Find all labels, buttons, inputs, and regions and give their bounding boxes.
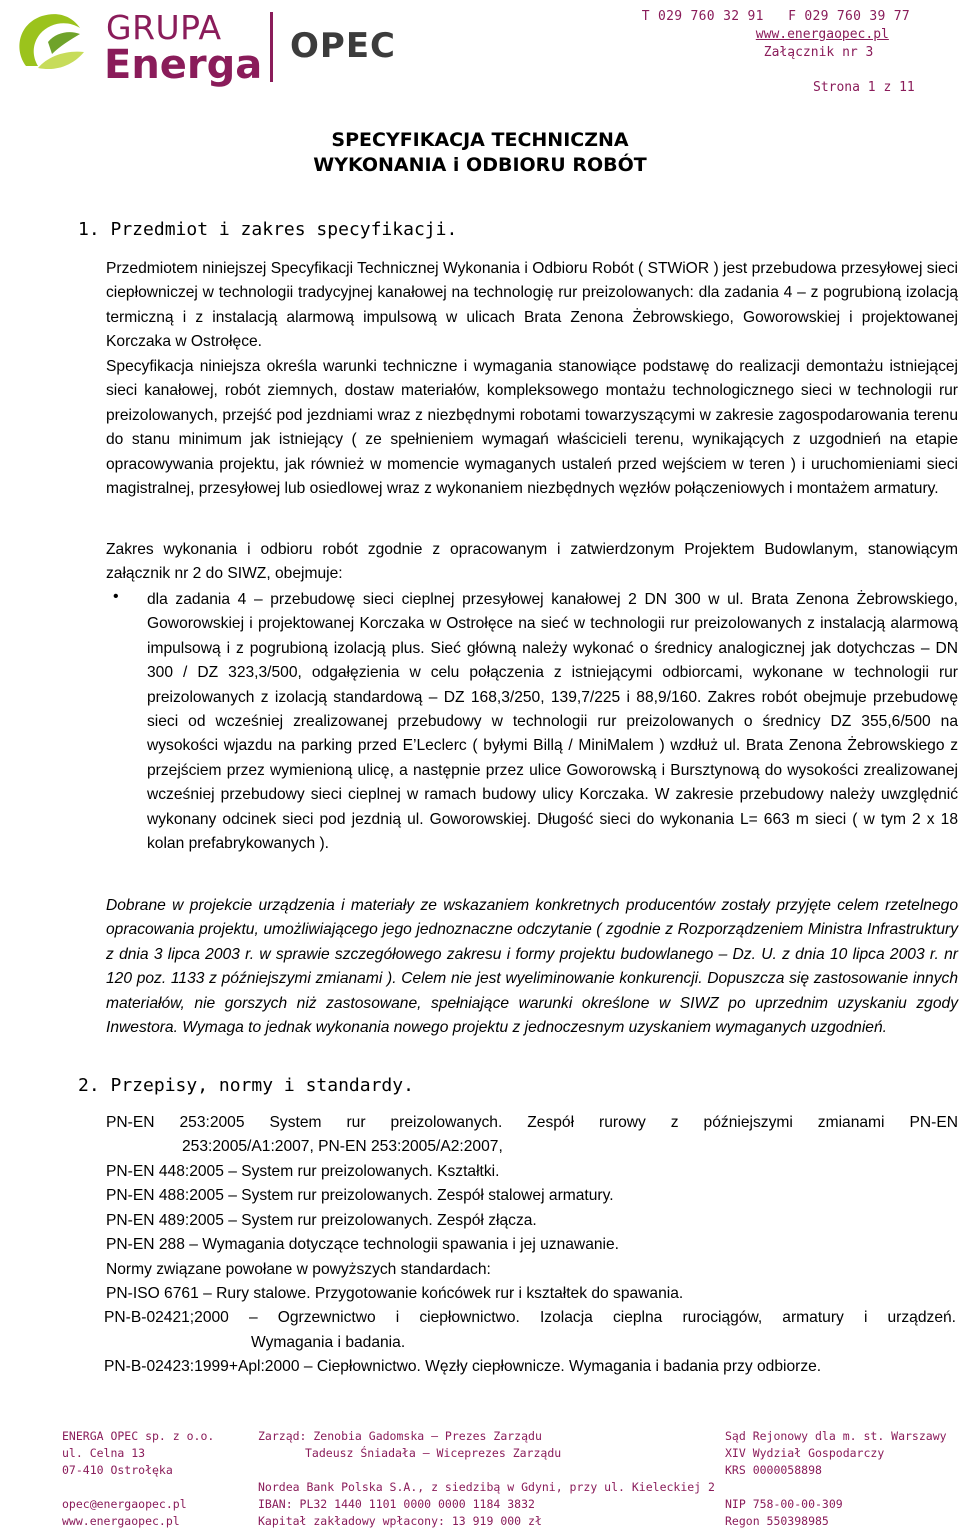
footer-registry-column — [725, 1428, 947, 1530]
norm-item-9: PN-B-02423:1999+Apl:2000 – Ciepłownictwo. Węzły ciepłownicze. Wymagania i badania przy odbiorze. — [104, 1358, 822, 1375]
footer-court: Sąd Rejonowy dla m. st. Warszawy — [725, 1429, 947, 1443]
norm-item-1-cont: 253:2005/A1:2007, PN-EN 253:2005/A2:2007, — [182, 1138, 503, 1155]
section-1-paragraph-2: Specyfikacja niniejsza określa warunki techniczne i wymagania stanowiące podstawę do realizacji demontażu istniejącej sieci kanałowej, robót ziemnych, dostaw materiałów, kompleksowego montażu technologicznego sieci w technologii rur preizolowanych, przejść pod jezdniami wraz z niezbędnymi robotami towarzyszącymi w zakresie zagospodarowania terenu do stanu minimum jak istniejący ( ze spełnieniem wymagań właścicieli terenu, wynikających z uzgodnień na etapie opracowywania projektu, jak również w momencie wymaganych ustaleń przed wejściem w teren ) i uruchomieniami sieci magistralnej, przesyłowej lub osiedlowej wraz z wykonaniem niezbędnych węzłów połączeniowych i montażem armatury. — [106, 358, 958, 498]
section-1-paragraph-4: Dobrane w projekcie urządzenia i materiały ze wskazaniem konkretnych producentów zostały przyjęte celem rzetelnego opracowania projektu, umożliwiającego jego jednoznaczne odczytanie ( zgodnie z Rozporządzeniem Ministra Infrastruktury z dnia 3 lipca 2003 r. w sprawie szczegółowego zakresu i formy projektu budowlanego – Dz. U. z dnia 10 lipca 2003 r. nr 120 poz. 1133 z późniejszymi zmianami ). Celem nie jest wyeliminowanie konkurencji. Dopuszcza się zastosowanie innych materiałów, nie gorszych niż zastosowane, spełniające warunki określone w SIWZ po uprzednim uzyskaniu zgody Inwestora. Wymaga to jednak wykonania nowego projektu z jednoczesnym uzyskaniem wymaganych uzgodnień. — [106, 897, 958, 1037]
norm-item-8: PN-B-02421;2000 – Ogrzewnictwo i ciepłownictwo. Izolacja cieplna rurociągów, armatury i urządzeń. — [104, 1309, 956, 1326]
norm-item-2: PN-EN 448:2005 – System rur preizolowanych. Kształtki. — [106, 1163, 500, 1180]
footer-regon: Regon 550398985 — [725, 1514, 829, 1528]
footer-krs: KRS 0000058898 — [725, 1463, 822, 1477]
energa-logo — [8, 6, 408, 88]
norm-item-5: PN-EN 288 – Wymagania dotyczące technologii spawania i jej uznawanie. — [106, 1236, 620, 1253]
header-contact — [642, 8, 910, 62]
section-1-heading: 1. Przedmiot i zakres specyfikacji. — [78, 219, 458, 240]
section-1-paragraph-1: Przedmiotem niniejszej Specyfikacji Technicznej Wykonania i Odbioru Robót ( STWiOR ) jest przebudowa przesyłowej sieci ciepłowniczej w technologii tradycyjnej kanałowej na technologię rur preizolowanych: dla zadania 4 – z pogrubioną izolacją termiczną i z instalacją alarmową impulsową w ulicach Brata Zenona Żebrowskiego, Goworowskiej i projektowanej Korczaka w Ostrołęce. — [106, 260, 958, 351]
page-number: Strona 1 z 11 — [813, 80, 915, 95]
logo-opec-text: OPEC — [290, 26, 396, 66]
footer-board-president: Zarząd: Zenobia Gadomska – Prezes Zarządu — [258, 1429, 542, 1443]
footer-bank: Nordea Bank Polska S.A., z siedzibą w Gdyni, przy ul. Kieleckiej 2 — [258, 1480, 715, 1494]
footer-website[interactable]: www.energaopec.pl — [62, 1514, 180, 1528]
fax-number: F 029 760 39 77 — [788, 9, 910, 24]
website-link[interactable]: www.energaopec.pl — [755, 27, 889, 42]
footer-city: 07-410 Ostrołęka — [62, 1463, 173, 1477]
footer-court-division: XIV Wydział Gospodarczy — [725, 1446, 885, 1460]
document-title — [0, 128, 960, 178]
section-2-heading: 2. Przepisy, normy i standardy. — [78, 1075, 414, 1096]
footer-board-vice: Tadeusz Śniadała – Wiceprezes Zarządu — [305, 1446, 562, 1460]
bullet-item-1: dla zadania 4 – przebudowę sieci cieplnej przesyłowej kanałowej 2 DN 300 w ul. Brata Zenona Żebrowskiego, Goworowskiej i projektowanej Korczaka w Ostrołęce na sieć w technologii rur preizolowanych z instalacją alarmową impulsową i z pogrubioną izolacją plus. Sieć główną należy wykonać o średnicy analogicznej jak dotychczas – DN 300 / DZ 323,3/500, odgałęzienia w celu połączenia z istniejącymi odbiorcami, wykonane w technologii rur preizolowanych z izolacją standardową – DZ 168,3/250, 139,7/225 i 88,9/160. Zakres robót obejmuje przebudowę sieci od wcześniej zrealizowanej przebudowy w technologii rur preizolowanych o średnicy DZ 355,6/500 na wysokości wjazdu na parking przed E’Leclerc ( byłymi Billą / MiniMalem ) wzdłuż ul. Brata Zenona Żebrowskiego z przejściem przez wymienioną ulicę, a następnie przez ulice Goworowską i Bursztynową do wysokości zrealizowanej wcześniej przebudowy sieci cieplnej w ramach budowy ulicy Korczaka. W zakresie przebudowy należy uwzględnić wykonany odcinek sieci pod jezdnią ul. Goworowskiej. Długość sieci do wykonania L= 663 m sieci ( w tym 2 x 18 kolan prefabrykowanych ). — [147, 591, 958, 853]
footer-street: ul. Celna 13 — [62, 1446, 146, 1460]
norm-item-3: PN-EN 488:2005 – System rur preizolowanych. Zespół stalowej armatury. — [106, 1187, 614, 1204]
norm-item-1: PN-EN 253:2005 System rur preizolowanych. Zespół rurowy z późniejszymi zmianami PN-EN — [106, 1114, 958, 1131]
logo-grupa-text: GRUPA — [106, 8, 222, 47]
phone-fax-line — [642, 8, 910, 26]
logo-divider — [270, 12, 273, 82]
footer-company-name: ENERGA OPEC sp. z o.o. — [62, 1429, 215, 1443]
footer-company-column — [62, 1428, 214, 1530]
energa-leaf-icon — [8, 6, 98, 78]
norm-item-7: PN-ISO 6761 – Rury stalowe. Przygotowanie końcówek rur i kształtek do spawania. — [106, 1285, 684, 1302]
section-1-paragraph-3: Zakres wykonania i odbioru robót zgodnie z opracowanym i zatwierdzonym Projektem Budowlanym, stanowiącym załącznik nr 2 do SIWZ, obejmuje: — [106, 541, 958, 583]
footer-iban: IBAN: PL32 1440 1101 0000 0000 1184 3832 — [258, 1497, 535, 1511]
norm-item-6: Normy związane powołane w powyższych standardach: — [106, 1261, 491, 1278]
norm-item-4: PN-EN 489:2005 – System rur preizolowanych. Zespół złącza. — [106, 1212, 537, 1229]
title-line-2: WYKONANIA i ODBIORU ROBÓT — [313, 154, 647, 176]
footer-nip: NIP 758-00-00-309 — [725, 1497, 843, 1511]
footer-board-column — [258, 1428, 715, 1530]
attachment-label: Załącznik nr 3 — [763, 45, 874, 60]
page-footer — [0, 1428, 960, 1532]
footer-capital: Kapitał zakładowy wpłacony: 13 919 000 zł — [258, 1514, 542, 1528]
title-line-1: SPECYFIKACJA TECHNICZNA — [331, 129, 629, 151]
phone-number: T 029 760 32 91 — [641, 9, 764, 24]
logo-energa-text: Energa — [104, 42, 263, 88]
bullet-marker: • — [113, 588, 119, 605]
norm-item-8-cont: Wymagania i badania. — [251, 1334, 406, 1351]
footer-email[interactable]: opec@energaopec.pl — [62, 1497, 187, 1511]
